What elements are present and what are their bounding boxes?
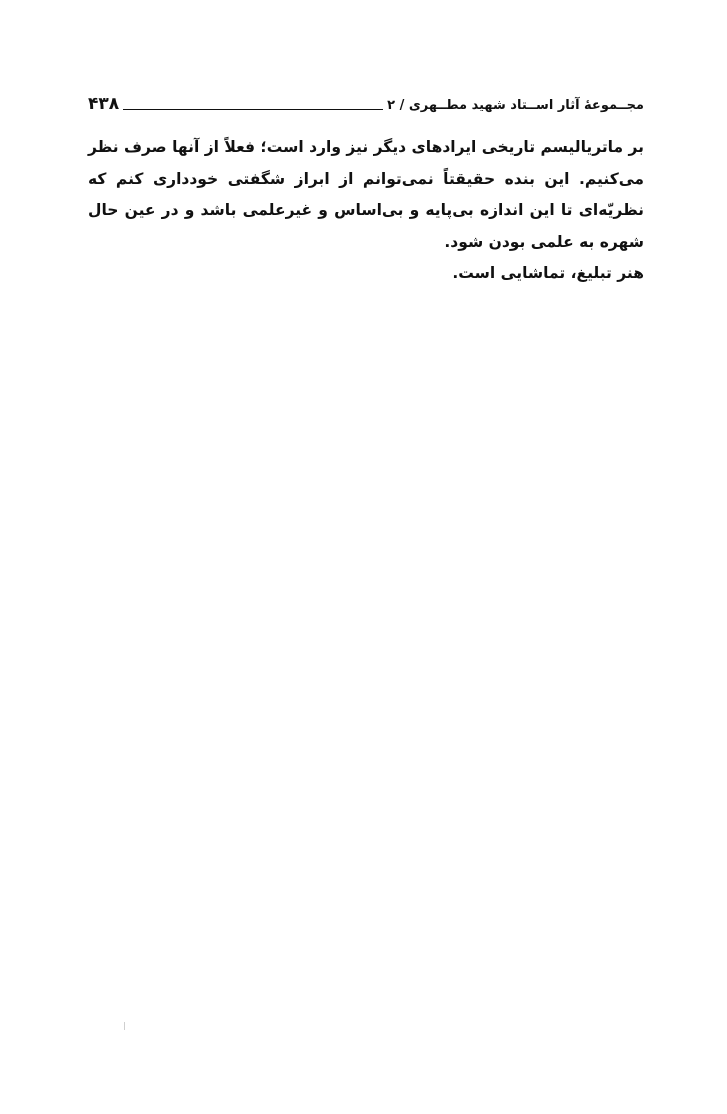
running-header <box>88 88 644 114</box>
body-text <box>88 132 644 290</box>
series-title: مجــموعهٔ آثار اســتاد شهید مطــهری / ۲ <box>387 98 644 113</box>
paragraph-closing-line: هنر تبلیغ، تماشایی است. <box>452 264 644 282</box>
header-rule <box>123 109 383 110</box>
paragraph: بر ماتریالیسم تاریخی ایرادهای دیگر نیز وارد است؛ فعلاً از آنها صرف نظر می‌کنیم. این بنده حقیقتاً نمی‌توانم از ابراز شگفتی خودداری کنم که نظریّه‌ای تا این اندازه بی‌پایه و بی‌اساس و غیرعلمی باشد و در عین حال شهره به علمی بودن شود. <box>88 138 644 251</box>
page-number: ۴۳۸ <box>88 94 120 114</box>
scan-speck <box>124 1022 125 1030</box>
